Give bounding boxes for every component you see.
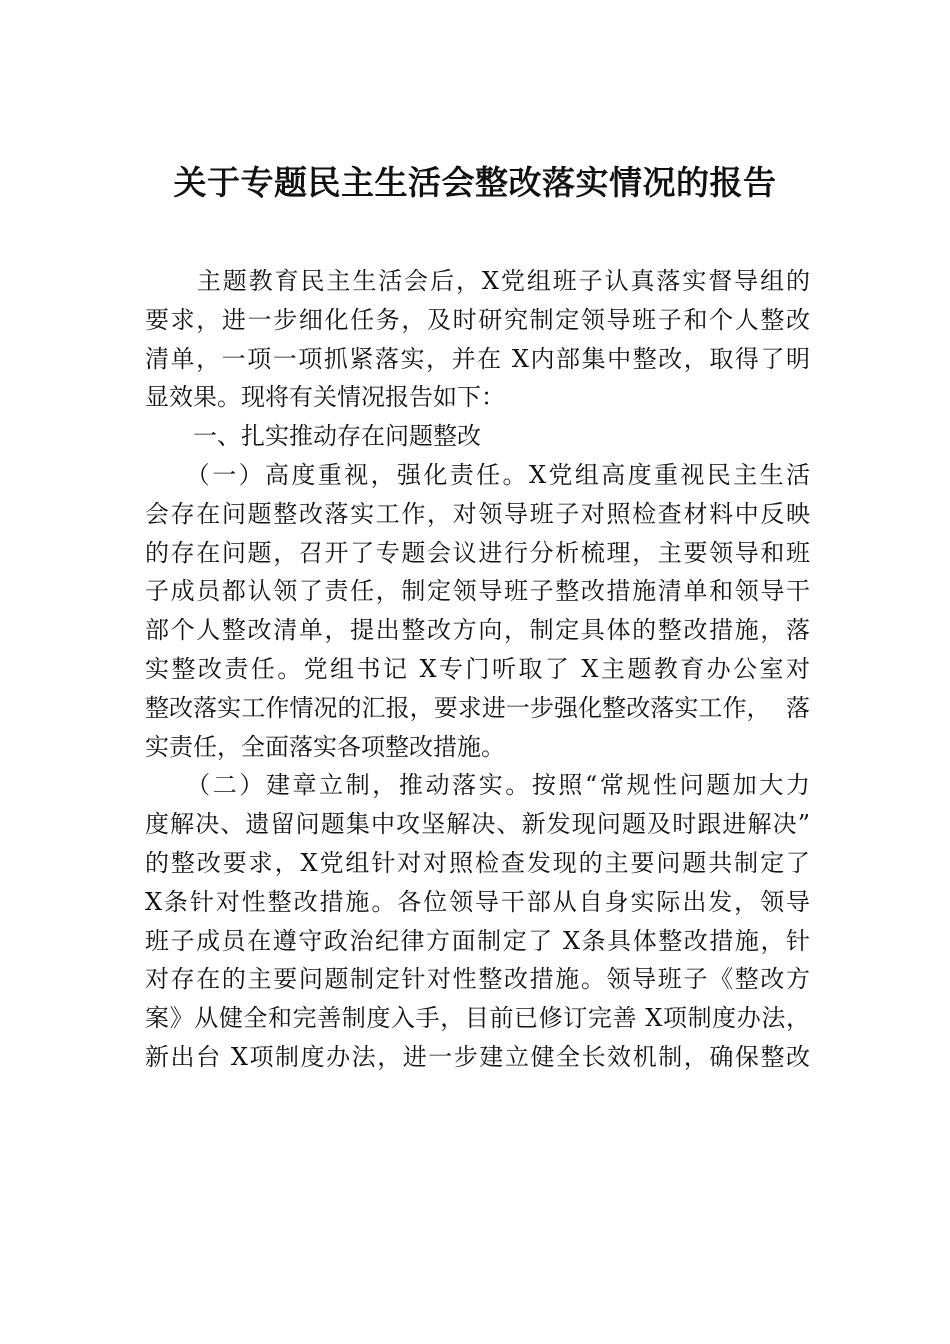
- body-line: 的存在问题，召开了专题会议进行分析梳理，主要领导和班: [145, 538, 810, 567]
- body-line: 一、扎实推动存在问题整改: [145, 422, 481, 451]
- body-line: 实责任，全面落实各项整改措施。: [145, 732, 505, 761]
- body-line: 度解决、遗留问题集中攻坚解决、新发现问题及时跟进解决”: [145, 810, 810, 839]
- body-line: 对存在的主要问题制定针对性整改措施。领导班子《整改方: [145, 965, 810, 994]
- body-line: 的整改要求，X党组针对对照检查发现的主要问题共制定了: [145, 848, 810, 877]
- body-line: 实整改责任。党组书记 X专门听取了 X主题教育办公室对: [145, 654, 810, 683]
- body-line: 班子成员在遵守政治纪律方面制定了 X条具体整改措施，针: [145, 926, 810, 955]
- body-line: （二）建章立制，推动落实。按照“常规性问题加大力: [145, 771, 810, 800]
- body-line: 部个人整改清单，提出整改方向，制定具体的整改措施，落: [145, 616, 810, 645]
- body-line: 子成员都认领了责任，制定领导班子整改措施清单和领导干: [145, 577, 810, 606]
- body-line: 整改落实工作情况的汇报，要求进一步强化整改落实工作， 落: [145, 693, 810, 722]
- body-line: 主题教育民主生活会后，X党组班子认真落实督导组的: [145, 267, 810, 295]
- body-line: （一）高度重视，强化责任。X党组高度重视民主生活: [145, 460, 810, 489]
- body-line: 会存在问题整改落实工作，对领导班子对照检查材料中反映: [145, 499, 810, 528]
- body-line: 案》从健全和完善制度入手，目前已修订完善 X项制度办法，: [145, 1004, 810, 1033]
- document-body: [145, 262, 810, 1077]
- body-line: 清单，一项一项抓紧落实，并在 X内部集中整改，取得了明: [145, 344, 810, 373]
- document-title: 关于专题民主生活会整改落实情况的报告: [173, 163, 777, 202]
- body-line: 要求，进一步细化任务，及时研究制定领导班子和个人整改: [145, 305, 810, 334]
- body-line: 显效果。现将有关情况报告如下：: [145, 383, 505, 412]
- body-line: 新出台 X项制度办法，进一步建立健全长效机制，确保整改: [145, 1042, 810, 1071]
- body-line: X条针对性整改措施。各位领导干部从自身实际出发，领导: [145, 887, 810, 916]
